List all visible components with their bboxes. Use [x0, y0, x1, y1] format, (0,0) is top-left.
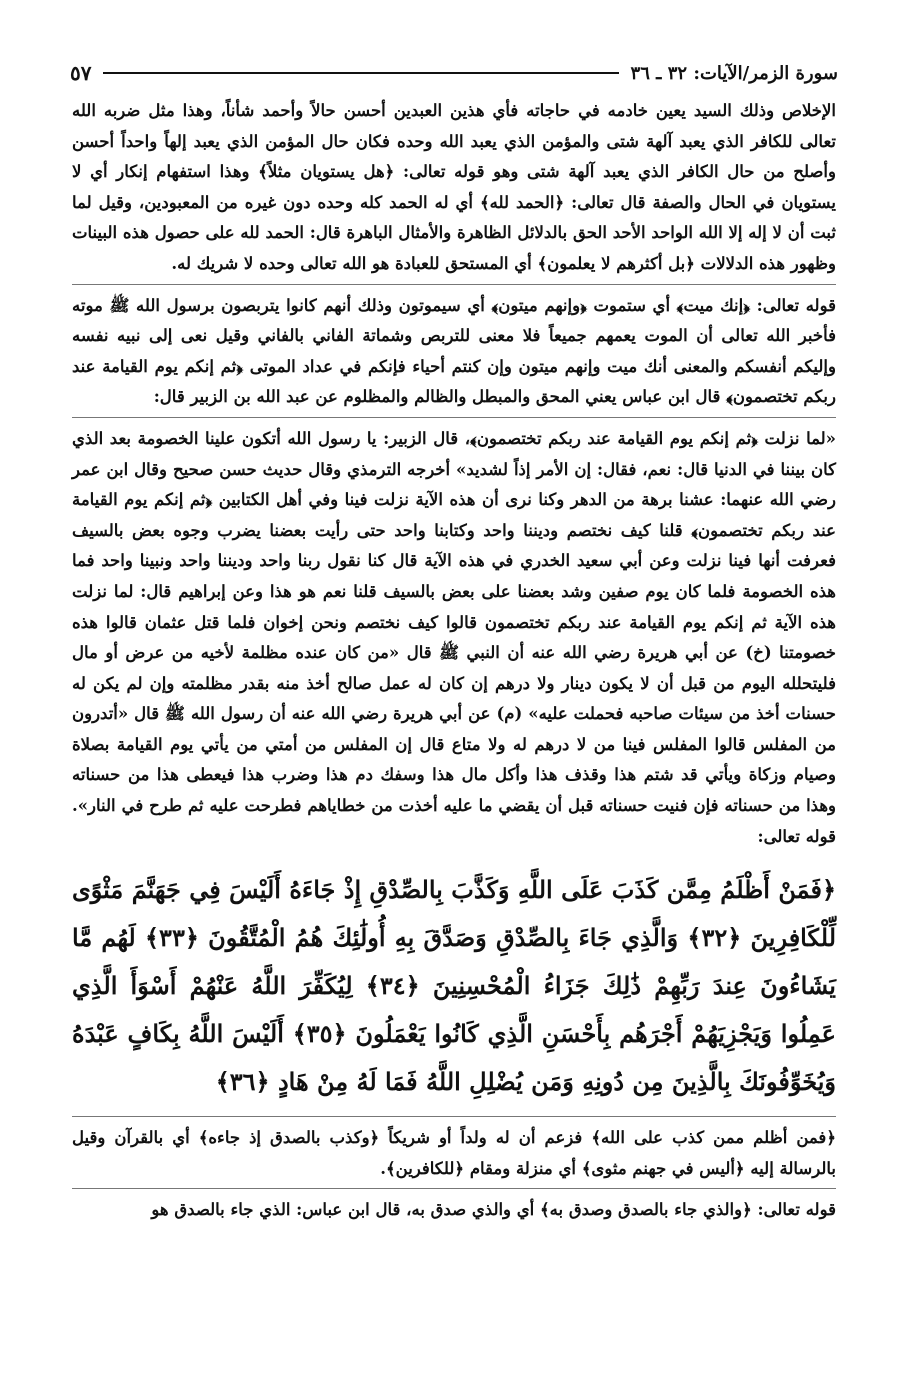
separator-4 — [72, 1188, 836, 1189]
page-number: ٥٧ — [70, 61, 92, 85]
page-body — [72, 96, 836, 1319]
paragraph-4: ﴿فمن أظلم ممن كذب على الله﴾ فزعم أن له ولداً أو شريكاً ﴿وكذب بالصدق إذ جاءه﴾ أي بالقرآن وقيل بالرسالة إليه ﴿أليس في جهنم مثوى﴾ أي منزلة ومقام ﴿للكافرين﴾. — [72, 1128, 836, 1178]
paragraph-1: الإخلاص وذلك السيد يعين خادمه في حاجاته فأي هذين العبدين أحسن حالاً وأحمد شأناً، وهذا مثل ضربه الله تعالى للكافر الذي يعبد آلهة شتى والمؤمن الذي يعبد الله وحده فكان حال المؤمن الذي يعبد إلهاً واحداً أحسن وأصلح من حال الكافر الذي يعبد آلهة شتى وهو قوله تعالى: ﴿هل يستويان مثلاً﴾ وهذا استفهام إنكار أي لا يستويان في الحال والصفة قال تعالى: ﴿الحمد لله﴾ أي له الحمد كله وحده دون غيره من المعبودين، وقيل لما ثبت أن لا إله إلا الله الواحد الأحد الحق بالدلائل الظاهرة والأمثال الباهرة قال: الحمد لله على حصول هذه البينات وظهور هذه الدلالات ﴿بل أكثرهم لا يعلمون﴾ أي المستحق للعبادة هو الله تعالى وحده لا شريك له. — [72, 101, 836, 273]
separator-2 — [72, 417, 836, 418]
surah-title: سورة الزمر/الآيات: ٣٢ ـ ٣٦ — [630, 62, 838, 84]
header-rule — [103, 72, 618, 74]
page-header — [70, 58, 838, 88]
paragraph-3: «لما نزلت ﴿ثم إنكم يوم القيامة عند ربكم تختصمون﴾، قال الزبير: يا رسول الله أتكون علينا الخصومة بعد الذي كان بيننا في الدنيا قال: نعم، فقال: إن الأمر إذاً لشديد» أخرجه الترمذي وقال حديث حسن صحيح وقال ابن عمر رضي الله عنهما: عشنا برهة من الدهر وكنا نرى أن هذه الآية نزلت فينا وفي أهل الكتابين ﴿ثم إنكم يوم القيامة عند ربكم تختصمون﴾ قلنا كيف نختصم وديننا واحد وكتابنا واحد حتى رأيت بعضنا يضرب وجوه بعض بالسيف فعرفت أنها فينا نزلت وعن أبي سعيد الخدري في هذه الآية قال كنا نقول ربنا واحد وديننا واحد ونبينا واحد فما هذه الخصومة فلما كان يوم صفين وشد بعضنا على بعض بالسيف قلنا نعم هو هذا وعن إبراهيم قال: لما نزلت هذه الآية ثم إنكم يوم القيامة عند ربكم تختصمون قالوا كيف نختصم ونحن إخوان فلما قتل عثمان قالوا هذه خصومتنا (خ) عن أبي هريرة رضي الله عنه أن النبي ﷺ قال «من كان عنده مظلمة لأخيه من عرض أو مال فليتحلله اليوم من قبل أن لا يكون دينار ولا درهم إن كان له عمل صالح أخذ منه بقدر مظلمته وإن لم يكن له حسنات أخذ من سيئات صاحبه فحملت عليه» (م) عن أبي هريرة رضي الله عنه أن رسول الله ﷺ قال «أتدرون من المفلس قالوا المفلس فينا من لا درهم له ولا متاع قال إن المفلس من أمتي من يأتي يوم القيامة بصلاة وصيام وزكاة ويأتي قد شتم هذا وقذف هذا وأكل مال هذا وسفك دم هذا وضرب هذا فيعطى هذا من حسناته وهذا من حسناته فإن فنيت حسناته قبل أن يقضي ما عليه أخذت من خطاياهم فطرحت عليه ثم طرح في النار». قوله تعالى: — [72, 428, 836, 846]
separator-3 — [72, 1116, 836, 1117]
separator-1 — [72, 284, 836, 285]
paragraph-2: قوله تعالى: ﴿إنك ميت﴾ أي ستموت ﴿وإنهم ميتون﴾ أي سيموتون وذلك أنهم كانوا يتربصون برسول الله ﷺ موته فأخبر الله تعالى أن الموت يعمهم جميعاً فلا معنى للتربص وشماتة الفاني بالفاني وقيل نعى إلى نبيه نفسه وإليكم أنفسكم والمعنى أنك ميت وإنهم ميتون وإن كنتم أحياء فإنكم في عداد الموتى ﴿ثم إنكم يوم القيامة عند ربكم تختصمون﴾ قال ابن عباس يعني المحق والمبطل والظالم والمظلوم عن عبد الله بن الزبير قال: — [72, 295, 836, 407]
quran-verses: ﴿فَمَنْ أَظْلَمُ مِمَّن كَذَبَ عَلَى اللَّهِ وَكَذَّبَ بِالصِّدْقِ إِذْ جَاءَهُ أَلَيْسَ فِي جَهَنَّمَ مَثْوًى لِّلْكَافِرِينَ ﴿٣٢﴾ وَالَّذِي جَاءَ بِالصِّدْقِ وَصَدَّقَ بِهِ أُولَٰئِكَ هُمُ الْمُتَّقُونَ ﴿٣٣﴾ لَهُم مَّا يَشَاءُونَ عِندَ رَبِّهِمْ ذَٰلِكَ جَزَاءُ الْمُحْسِنِينَ ﴿٣٤﴾ لِيُكَفِّرَ اللَّهُ عَنْهُمْ أَسْوَأَ الَّذِي عَمِلُوا وَيَجْزِيَهُمْ أَجْرَهُم بِأَحْسَنِ الَّذِي كَانُوا يَعْمَلُونَ ﴿٣٥﴾ أَلَيْسَ اللَّهُ بِكَافٍ عَبْدَهُ وَيُخَوِّفُونَكَ بِالَّذِينَ مِن دُونِهِ وَمَن يُضْلِلِ اللَّهُ فَمَا لَهُ مِنْ هَادٍ ﴿٣٦﴾ — [72, 875, 837, 1097]
paragraph-5: قوله تعالى: ﴿والذي جاء بالصدق وصدق به﴾ أي والذي صدق به، قال ابن عباس: الذي جاء بالصدق هو — [151, 1200, 836, 1220]
